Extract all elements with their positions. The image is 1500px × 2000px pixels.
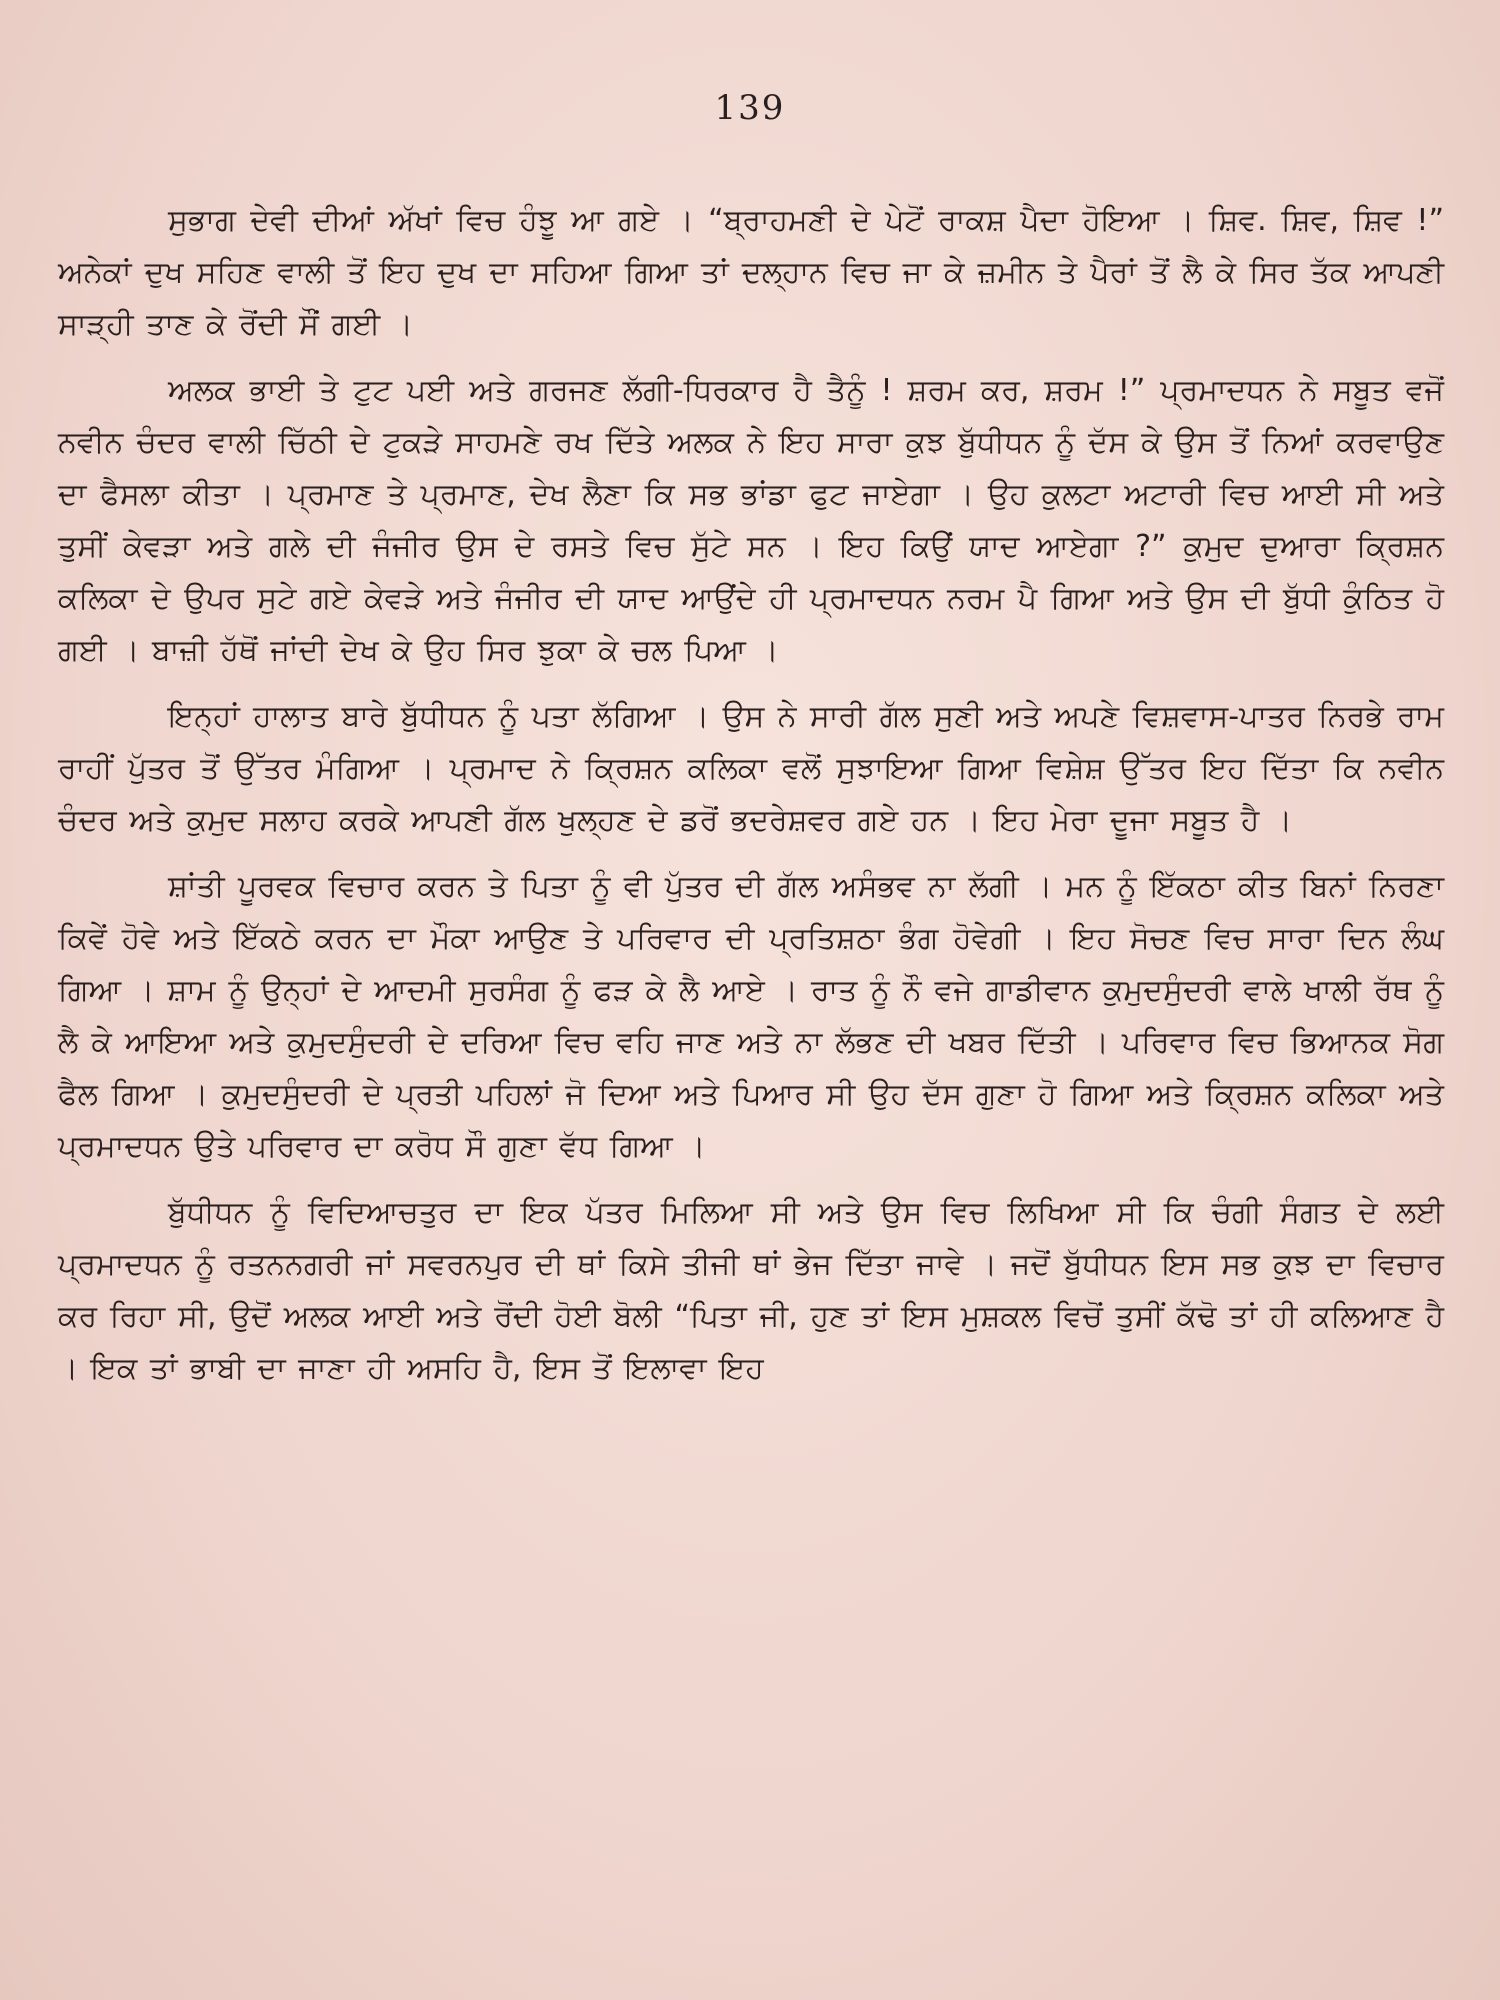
- paragraph: ਇਨ੍ਹਾਂ ਹਾਲਾਤ ਬਾਰੇ ਬੁੱਧੀਧਨ ਨੂੰ ਪਤਾ ਲੱਗਿਆ । ਉਸ ਨੇ ਸਾਰੀ ਗੱਲ ਸੁਣੀ ਅਤੇ ਅਪਣੇ ਵਿਸ਼ਵਾਸ-ਪਾਤਰ ਨਿਰਭੇ ਰਾਮ ਰਾਹੀਂ ਪੁੱਤਰ ਤੋਂ ਉੱਤਰ ਮੰਗਿਆ । ਪ੍ਰਮਾਦ ਨੇ ਕ੍ਰਿਸ਼ਨ ਕਲਿਕਾ ਵਲੋਂ ਸੁਝਾਇਆ ਗਿਆ ਵਿਸ਼ੇਸ਼ ਉੱਤਰ ਇਹ ਦਿੱਤਾ ਕਿ ਨਵੀਨ ਚੰਦਰ ਅਤੇ ਕੁਮੁਦ ਸਲਾਹ ਕਰਕੇ ਆਪਣੀ ਗੱਲ ਖੁਲ੍ਹਣ ਦੇ ਡਰੋਂ ਭਦਰੇਸ਼ਵਰ ਗਏ ਹਨ । ਇਹ ਮੇਰਾ ਦੂਜਾ ਸਬੂਤ ਹੈ ।: [58, 699, 1444, 838]
- paragraph: ਬੁੱਧੀਧਨ ਨੂੰ ਵਿਦਿਆਚਤੁਰ ਦਾ ਇਕ ਪੱਤਰ ਮਿਲਿਆ ਸੀ ਅਤੇ ਉਸ ਵਿਚ ਲਿਖਿਆ ਸੀ ਕਿ ਚੰਗੀ ਸੰਗਤ ਦੇ ਲਈ ਪ੍ਰਮਾਦਧਨ ਨੂੰ ਰਤਨਨਗਰੀ ਜਾਂ ਸਵਰਨਪੁਰ ਦੀ ਥਾਂ ਕਿਸੇ ਤੀਜੀ ਥਾਂ ਭੇਜ ਦਿੱਤਾ ਜਾਵੇ । ਜਦੋਂ ਬੁੱਧੀਧਨ ਇਸ ਸਭ ਕੁਝ ਦਾ ਵਿਚਾਰ ਕਰ ਰਿਹਾ ਸੀ, ਉਦੋਂ ਅਲਕ ਆਈ ਅਤੇ ਰੋਂਦੀ ਹੋਈ ਬੋਲੀ “ਪਿਤਾ ਜੀ, ਹੁਣ ਤਾਂ ਇਸ ਮੁਸ਼ਕਲ ਵਿਚੋਂ ਤੁਸੀਂ ਕੱਢੋ ਤਾਂ ਹੀ ਕਲਿਆਣ ਹੈ । ਇਕ ਤਾਂ ਭਾਬੀ ਦਾ ਜਾਣਾ ਹੀ ਅਸਹਿ ਹੈ, ਇਸ ਤੋਂ ਇਲਾਵਾ ਇਹ: [58, 1195, 1444, 1386]
- body-text: [58, 195, 1444, 1409]
- paragraph: ਅਲਕ ਭਾਈ ਤੇ ਟੁਟ ਪਈ ਅਤੇ ਗਰਜਣ ਲੱਗੀ-ਧਿਰਕਾਰ ਹੈ ਤੈਨੂੰ ! ਸ਼ਰਮ ਕਰ, ਸ਼ਰਮ !” ਪ੍ਰਮਾਦਧਨ ਨੇ ਸਬੂਤ ਵਜੋਂ ਨਵੀਨ ਚੰਦਰ ਵਾਲੀ ਚਿੱਠੀ ਦੇ ਟੁਕੜੇ ਸਾਹਮਣੇ ਰਖ ਦਿੱਤੇ ਅਲਕ ਨੇ ਇਹ ਸਾਰਾ ਕੁਝ ਬੁੱਧੀਧਨ ਨੂੰ ਦੱਸ ਕੇ ਉਸ ਤੋਂ ਨਿਆਂ ਕਰਵਾਉਣ ਦਾ ਫੈਸਲਾ ਕੀਤਾ । ਪ੍ਰਮਾਣ ਤੇ ਪ੍ਰਮਾਣ, ਦੇਖ ਲੈਣਾ ਕਿ ਸਭ ਭਾਂਡਾ ਫੁਟ ਜਾਏਗਾ । ਉਹ ਕੁਲਟਾ ਅਟਾਰੀ ਵਿਚ ਆਈ ਸੀ ਅਤੇ ਤੁਸੀਂ ਕੇਵੜਾ ਅਤੇ ਗਲੇ ਦੀ ਜੰਜੀਰ ਉਸ ਦੇ ਰਸਤੇ ਵਿਚ ਸੁੱਟੇ ਸਨ । ਇਹ ਕਿਉਂ ਯਾਦ ਆਏਗਾ ?” ਕੁਮੁਦ ਦੁਆਰਾ ਕ੍ਰਿਸ਼ਨ ਕਲਿਕਾ ਦੇ ਉਪਰ ਸੁਟੇ ਗਏ ਕੇਵੜੇ ਅਤੇ ਜੰਜੀਰ ਦੀ ਯਾਦ ਆਉਂਦੇ ਹੀ ਪ੍ਰਮਾਦਧਨ ਨਰਮ ਪੈ ਗਿਆ ਅਤੇ ਉਸ ਦੀ ਬੁੱਧੀ ਕੁੰਠਿਤ ਹੋ ਗਈ । ਬਾਜ਼ੀ ਹੱਥੋਂ ਜਾਂਦੀ ਦੇਖ ਕੇ ਉਹ ਸਿਰ ਝੁਕਾ ਕੇ ਚਲ ਪਿਆ ।: [58, 373, 1444, 668]
- page-number: 139: [714, 88, 786, 128]
- paragraph: ਸੁਭਾਗ ਦੇਵੀ ਦੀਆਂ ਅੱਖਾਂ ਵਿਚ ਹੰਝੂ ਆ ਗਏ । “ਬ੍ਰਾਹਮਣੀ ਦੇ ਪੇਟੋਂ ਰਾਕਸ਼ ਪੈਦਾ ਹੋਇਆ । ਸ਼ਿਵ. ਸ਼ਿਵ, ਸ਼ਿਵ !” ਅਨੇਕਾਂ ਦੁਖ ਸਹਿਣ ਵਾਲੀ ਤੋਂ ਇਹ ਦੁਖ ਦਾ ਸਹਿਆ ਗਿਆ ਤਾਂ ਦਲ੍ਹਾਨ ਵਿਚ ਜਾ ਕੇ ਜ਼ਮੀਨ ਤੇ ਪੈਰਾਂ ਤੋਂ ਲੈ ਕੇ ਸਿਰ ਤੱਕ ਆਪਣੀ ਸਾੜ੍ਹੀ ਤਾਣ ਕੇ ਰੋਂਦੀ ਸੌਂ ਗਈ ।: [58, 203, 1444, 342]
- paragraph: ਸ਼ਾਂਤੀ ਪੂਰਵਕ ਵਿਚਾਰ ਕਰਨ ਤੇ ਪਿਤਾ ਨੂੰ ਵੀ ਪੁੱਤਰ ਦੀ ਗੱਲ ਅਸੰਭਵ ਨਾ ਲੱਗੀ । ਮਨ ਨੂੰ ਇੱਕਠਾ ਕੀਤ ਬਿਨਾਂ ਨਿਰਣਾ ਕਿਵੇਂ ਹੋਵੇ ਅਤੇ ਇੱਕਠੇ ਕਰਨ ਦਾ ਮੌਕਾ ਆਉਣ ਤੇ ਪਰਿਵਾਰ ਦੀ ਪ੍ਰਤਿਸ਼ਠਾ ਭੰਗ ਹੋਵੇਗੀ । ਇਹ ਸੋਚਣ ਵਿਚ ਸਾਰਾ ਦਿਨ ਲੰਘ ਗਿਆ । ਸ਼ਾਮ ਨੂੰ ਉਨ੍ਹਾਂ ਦੇ ਆਦਮੀ ਸੁਰਸੰਗ ਨੂੰ ਫੜ ਕੇ ਲੈ ਆਏ । ਰਾਤ ਨੂੰ ਨੌ ਵਜੇ ਗਾਡੀਵਾਨ ਕੁਮੁਦਸੁੰਦਰੀ ਵਾਲੇ ਖਾਲੀ ਰੱਥ ਨੂੰ ਲੈ ਕੇ ਆਇਆ ਅਤੇ ਕੁਮੁਦਸੁੰਦਰੀ ਦੇ ਦਰਿਆ ਵਿਚ ਵਹਿ ਜਾਣ ਅਤੇ ਨਾ ਲੱਭਣ ਦੀ ਖਬਰ ਦਿੱਤੀ । ਪਰਿਵਾਰ ਵਿਚ ਭਿਆਨਕ ਸੋਗ ਫੈਲ ਗਿਆ । ਕੁਮੁਦਸੁੰਦਰੀ ਦੇ ਪ੍ਰਤੀ ਪਹਿਲਾਂ ਜੋ ਦਿਆ ਅਤੇ ਪਿਆਰ ਸੀ ਉਹ ਦੱਸ ਗੁਣਾ ਹੋ ਗਿਆ ਅਤੇ ਕ੍ਰਿਸ਼ਨ ਕਲਿਕਾ ਅਤੇ ਪ੍ਰਮਾਦਧਨ ਉਤੇ ਪਰਿਵਾਰ ਦਾ ਕਰੋਧ ਸੌ ਗੁਣਾ ਵੱਧ ਗਿਆ ।: [58, 869, 1444, 1164]
